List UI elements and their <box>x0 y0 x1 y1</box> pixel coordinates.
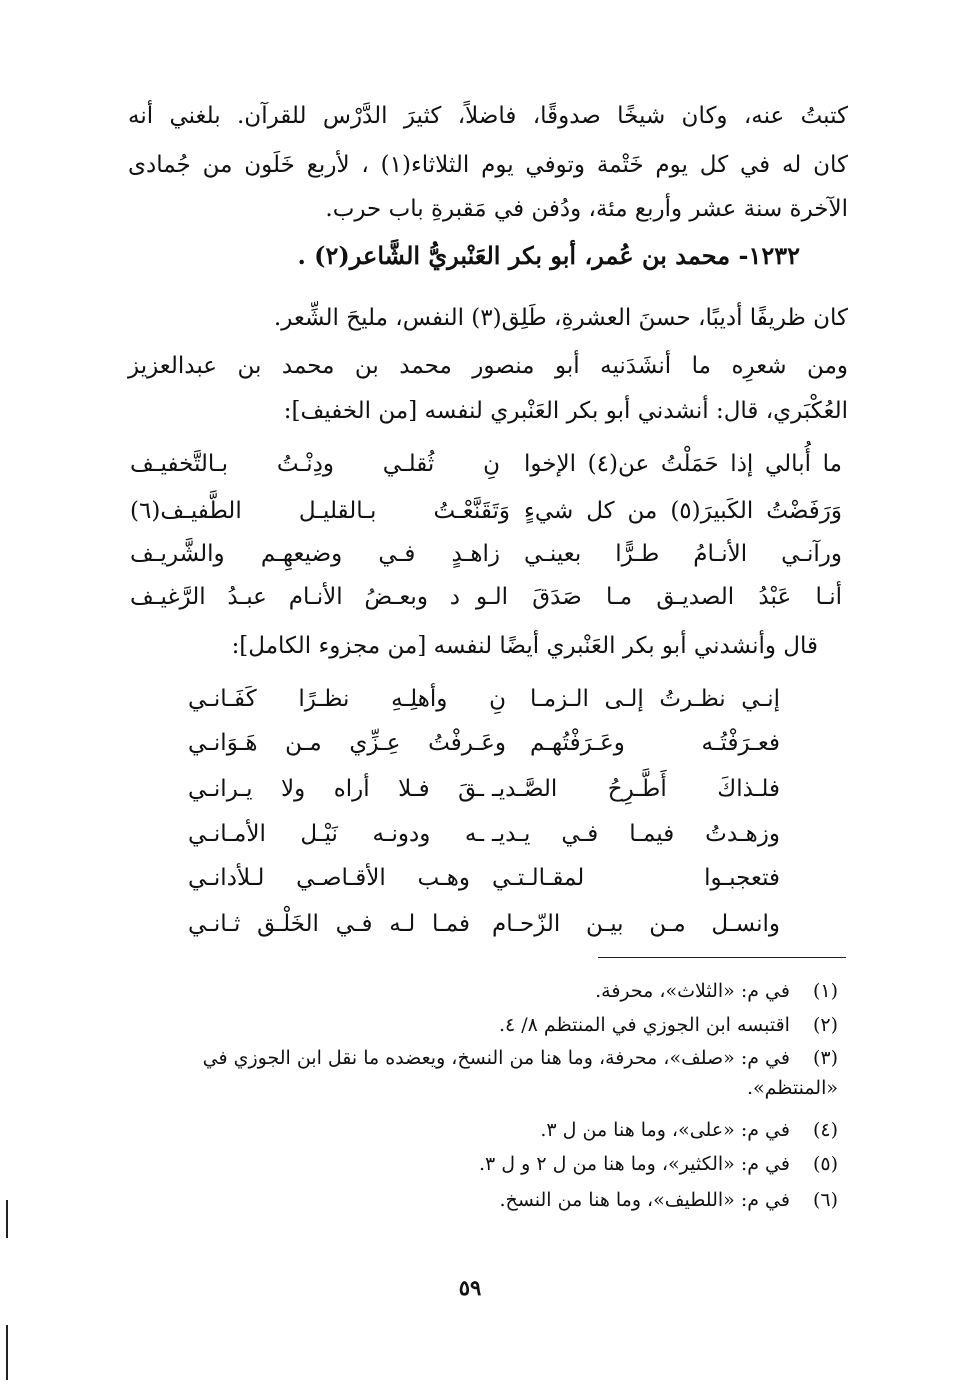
scan-edge-mark-1 <box>6 1200 8 1238</box>
footnote-6-number: (٦) <box>812 1189 838 1211</box>
footnote-3-number: (٣) <box>812 1047 838 1069</box>
poem2-verse-6-second: فمـا لـه فـي الخَلْـق ثـانـي <box>188 911 470 937</box>
entry-heading: ١٢٣٢- محمد بن عُمر، أبو بكر العَنْبريُّ الشَّاعر(٢) . <box>297 241 800 270</box>
footnote-1-text: في م: «الثلاث»، محرفة. <box>595 980 790 1002</box>
poem2-verse-4-first: وزهـدتُ فيمـا فـي يـديـ <box>492 821 780 847</box>
footnote-4 <box>540 1115 838 1145</box>
footnote-3-text: في م: «صلف»، محرفة، وما هنا من النسخ، ويعضده ما نقل ابن الجوزي في «المنتظم». <box>202 1047 838 1099</box>
poem2-verse-4-second: ـه ودونـه نَيْـل الأمـانـي <box>188 821 484 847</box>
poem1-verse-4-first: أنـا عَبْدُ الصديـق مـا صَدَقَ الـو <box>476 584 842 610</box>
poem2-intro: قال وأنشدني أبو بكر العَنْبري أيضًا لنفسه [من مجزوء الكامل]: <box>231 633 818 659</box>
footnote-6 <box>500 1185 838 1215</box>
footnote-1 <box>595 976 838 1006</box>
footnote-6-text: في م: «اللطيف»، وما هنا من النسخ. <box>499 1189 790 1211</box>
entry-paragraph-2b: العُكْبَري، قال: أنشدني أبو بكر العَنْبري لنفسه [من الخفيف]: <box>283 398 848 424</box>
footnote-4-text: في م: «على»، وما هنا من ل ٣. <box>540 1119 790 1141</box>
poem2-verse-3-second: ـقَ فـلا أراه ولا يـرانـي <box>188 776 484 802</box>
footnote-1-number: (١) <box>812 980 838 1002</box>
poem2-verse-2-second: وعَـرفْتُ عِـزِّي مـن هَـوَانـي <box>188 730 506 756</box>
poem2-verse-1-second: نِ وأهلِـهِ نظـرًا كَفَـانـي <box>188 686 506 712</box>
footnote-3 <box>125 1043 838 1103</box>
poem2-verse-5-first: فتعجبـوا لمقـالـتـي <box>492 865 780 891</box>
footnote-2 <box>499 1010 838 1040</box>
poem2-verse-5-second: وهـب الأقـاصـي لـلأدانـي <box>188 865 470 891</box>
footnote-5-number: (٥) <box>812 1153 838 1175</box>
poem2-verse-6-first: وانسـل مـن بيـن الزّحـام <box>492 911 780 937</box>
entry-paragraph-2a: ومن شعرِه ما أنشَدَنيه أبو منصور محمد بن محمد بن عبدالعزيز <box>128 353 848 379</box>
poem1-verse-2-second: وَتَقَنَّعْـتُ بـالقليـل الطَّفيـف(٦) <box>130 498 510 524</box>
footnote-separator <box>598 957 846 958</box>
poem1-verse-3-second: زاهـدٍ فـي وضيعهِـم والشَّريـف <box>130 541 500 567</box>
footnote-5-text: في م: «الكثير»، وما هنا من ل ٢ و ل ٣. <box>478 1153 790 1175</box>
footnote-2-number: (٢) <box>812 1014 838 1036</box>
poem2-verse-3-first: فلـذاكَ أَطَّـرِحُ الصَّـديـ <box>492 776 780 802</box>
poem1-verse-2-first: وَرَفَضْتُ الكَبيرَ(٥) من كل شيءٍ <box>524 498 842 524</box>
poem2-verse-1-first: إنـي نظـرتُ إلـى الـزمـا <box>530 686 780 712</box>
poem1-verse-4-second: د وبعـضُ الأنـام عبـدُ الرَّغيـف <box>130 584 460 610</box>
poem2-verse-2-first: فعـرَفْتُـه وعَـرَفْتُهـم <box>530 730 780 756</box>
poem1-verse-1-first: ما أُبالي إذا حَمَلْتُ عن(٤) الإخوا <box>524 451 842 477</box>
poem1-verse-3-first: ورآنـي الأنـامُ طـرًّا بعينـي <box>524 541 842 567</box>
poem1-verse-1-second: نِ ثُقلـي ودِنْـتُ بـالتَّخفيـف <box>130 451 500 477</box>
page-number: ٥٩ <box>458 1275 482 1300</box>
footnote-2-text: اقتبسه ابن الجوزي في المنتظم ٨/ ٤. <box>498 1014 790 1036</box>
prose-line-1: كتبتُ عنه، وكان شيخًا صدوقًا، فاضلاً، كثيرَ الدَّرْس للقرآن. بلغني أنه <box>128 103 848 129</box>
entry-paragraph-1: كان ظريفًا أديبًا، حسنَ العشرةِ، طَلِق(٣) النفس، مليحَ الشِّعر. <box>273 305 848 331</box>
footnote-4-number: (٤) <box>812 1119 838 1141</box>
footnote-5 <box>479 1149 838 1179</box>
prose-line-2: كان له في كل يوم خَتْمة وتوفي يوم الثلاثاء(١) ، لأربع خَلَون من جُمادى <box>128 152 848 178</box>
scan-edge-mark-2 <box>6 1325 8 1380</box>
prose-line-3: الآخرة سنة عشر وأربع مئة، ودُفن في مَقبرةِ باب حرب. <box>325 196 848 222</box>
